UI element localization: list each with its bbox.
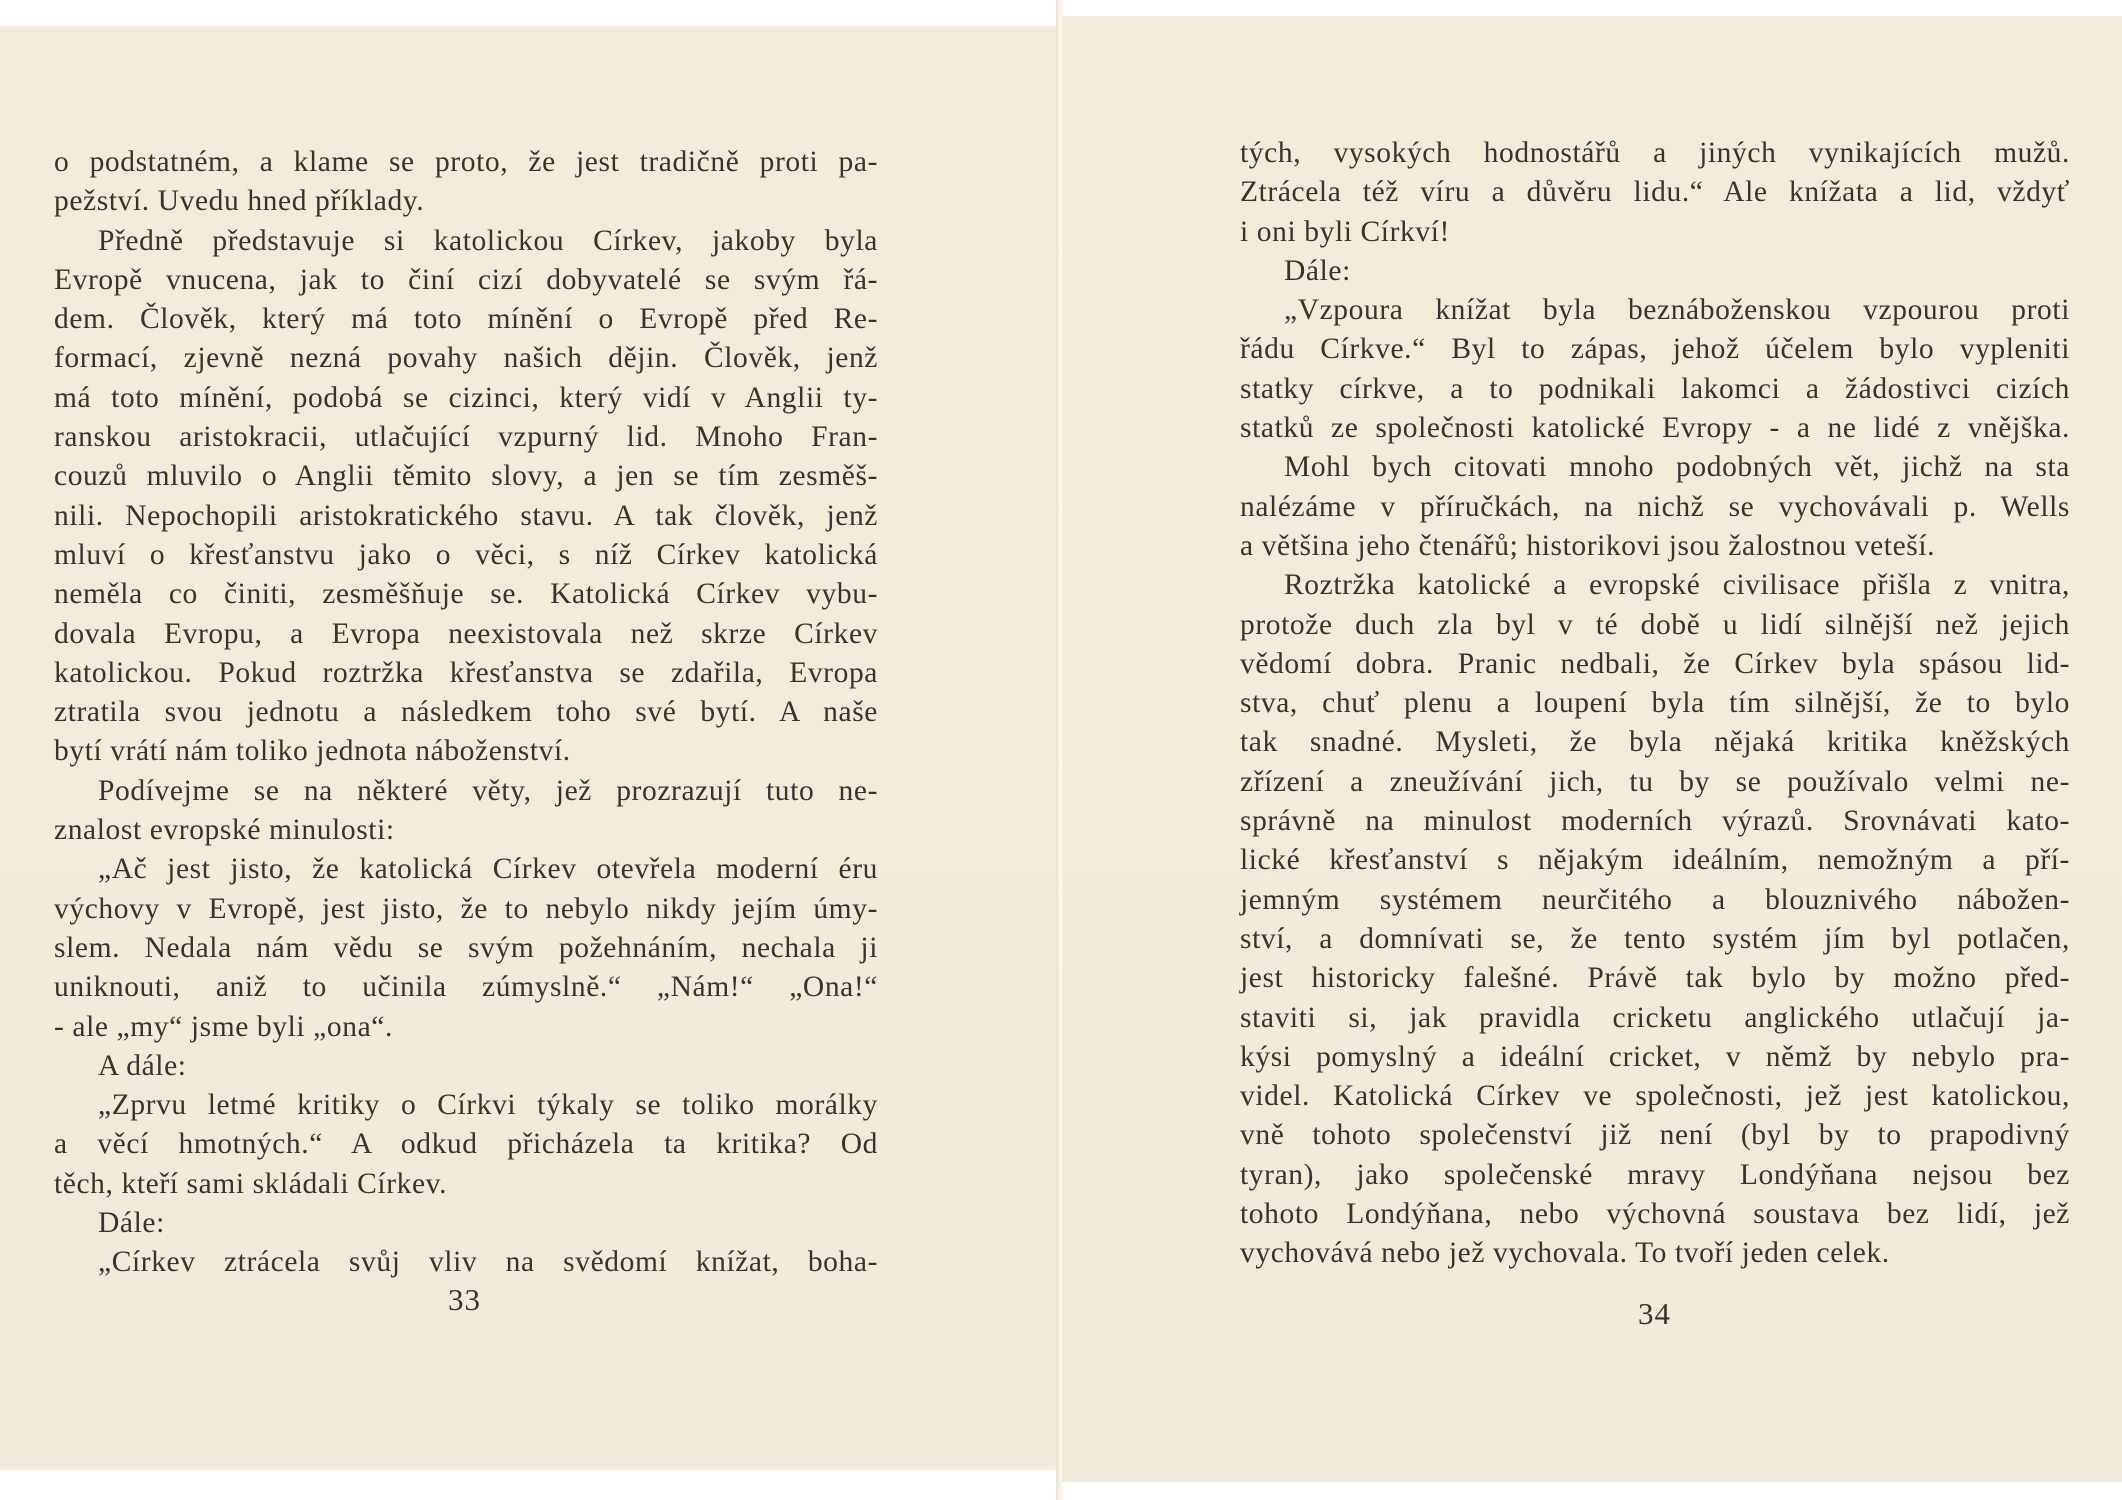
right-line-12: Roztržka katolické a evropské civilisace přišla z vnitra, <box>1284 569 2070 602</box>
right-line-11: a většina jeho čtenářů; historikovi jsou žalostnou veteší. <box>1240 529 1936 562</box>
left-line-28: Dále: <box>98 1207 165 1240</box>
left-line-8: ranskou aristokracii, utlačující vzpurný lid. Mnoho Fran- <box>54 421 878 454</box>
left-line-25: „Zprvu letmé kritiky o Církvi týkaly se toliko morálky <box>98 1089 878 1122</box>
left-line-27: těch, kteří sami skládali Církev. <box>54 1167 448 1200</box>
page-number-left: 33 <box>448 1282 481 1317</box>
right-line-10: nalézáme v příručkách, na nichž se vychovávali p. Wells <box>1240 490 2070 523</box>
right-line-25: videl. Katolická Církev ve společnosti, jež jest katolickou, <box>1240 1080 2070 1113</box>
left-page-body <box>54 143 878 1283</box>
page-number-right: 34 <box>1638 1296 1671 1331</box>
right-line-23: staviti si, jak pravidla cricketu anglického utlačují ja- <box>1240 1001 2070 1034</box>
right-line-14: vědomí dobra. Pranic nedbali, že Církev byla spásou lid- <box>1240 647 2070 680</box>
left-line-1: o podstatném, a klame se proto, že jest tradičně proti pa- <box>54 146 878 178</box>
left-line-3: Předně představuje si katolickou Církev, jakoby byla <box>98 224 878 257</box>
right-line-20: jemným systémem neurčitého a blouznivého nábožen- <box>1240 883 2070 916</box>
left-line-4: Evropě vnucena, jak to činí cizí dobyvatelé se svým řá- <box>54 263 878 296</box>
right-line-27: tyran), jako společenské mravy Londýňana nejsou bez <box>1240 1158 2070 1191</box>
right-line-26: vně tohoto společenství již není (byl by to prapodivný <box>1240 1119 2070 1152</box>
left-line-26: a věcí hmotných.“ A odkud přicházela ta kritika? Od <box>54 1128 878 1161</box>
left-line-11: mluví o křesťanstvu jako o věci, s níž Církev katolická <box>54 538 878 571</box>
left-line-6: formací, zjevně nezná povahy našich dějin. Člověk, jenž <box>54 342 878 375</box>
right-line-28: tohoto Londýňana, nebo výchovná soustava bez lidí, jež <box>1240 1198 2070 1231</box>
left-line-22: uniknouti, aniž to učinila zúmyslně.“ „Nám!“ „Ona!“ <box>54 971 878 1004</box>
right-line-7: statky církve, a to podnikali lakomci a žádostivci cizích <box>1240 372 2070 405</box>
left-line-13: dovala Evropu, a Evropa neexistovala než skrze Církev <box>54 617 878 650</box>
left-line-21: slem. Nedala nám vědu se svým požehnáním, nechala ji <box>54 931 878 964</box>
left-line-15: ztratila svou jednotu a následkem toho své bytí. A naše <box>54 696 878 729</box>
left-line-10: nili. Nepochopili aristokratického stavu. A tak člověk, jenž <box>54 499 878 532</box>
left-line-29: „Církev ztrácela svůj vliv na svědomí knížat, boha- <box>98 1246 878 1279</box>
left-line-20: výchovy v Evropě, jest jisto, že to nebylo nikdy jejím úmy- <box>54 892 878 925</box>
left-line-5: dem. Člověk, který má toto mínění o Evropě před Re- <box>54 303 878 336</box>
right-line-8: statků ze společnosti katolické Evropy - a ne lidé z vnějška. <box>1240 412 2070 445</box>
right-line-18: správně na minulost moderních výrazů. Srovnávati kato- <box>1240 805 2070 838</box>
left-line-19: „Ač jest jisto, že katolická Církev otevřela moderní éru <box>98 853 878 886</box>
right-line-13: protože duch zla byl v té době u lidí silnější než jejich <box>1240 608 2070 641</box>
right-line-24: kýsi pomyslný a ideální cricket, v němž by nebylo pra- <box>1240 1040 2070 1073</box>
right-line-16: tak snadné. Mysleti, že byla nějaká kritika kněžských <box>1240 726 2070 759</box>
right-line-5: „Vzpoura knížat byla beznáboženskou vzpourou proti <box>1284 294 2070 327</box>
right-line-6: řádu Církve.“ Byl to zápas, jehož účelem bylo vypleniti <box>1240 333 2070 366</box>
right-line-1: tých, vysokých hodnostářů a jiných vynikajících mužů. <box>1240 137 2070 169</box>
left-line-24: A dále: <box>98 1049 187 1082</box>
left-page <box>0 0 1060 1500</box>
right-line-4: Dále: <box>1284 254 1351 287</box>
left-line-9: couzů mluvilo o Anglii těmito slovy, a jen se tím zesměš- <box>54 460 878 493</box>
left-line-12: neměla co činiti, zesměšňuje se. Katolická Církev vybu- <box>54 578 878 611</box>
right-line-9: Mohl bych citovati mnoho podobných vět, jichž na sta <box>1284 451 2070 484</box>
left-line-7: má toto mínění, podobá se cizinci, který vidí v Anglii ty- <box>54 381 878 414</box>
right-line-2: Ztrácela též víru a důvěru lidu.“ Ale knížata a lid, vždyť <box>1240 176 2070 209</box>
left-line-2: pežství. Uvedu hned příklady. <box>54 185 425 218</box>
right-line-17: zřízení a zneužívání jich, tu by se používalo velmi ne- <box>1240 765 2070 798</box>
left-line-16: bytí vrátí nám toliko jednota náboženství. <box>54 735 571 768</box>
right-line-29: vychovává nebo jež vychovala. To tvoří jeden celek. <box>1240 1237 1890 1270</box>
left-line-17: Podívejme se na některé věty, jež prozrazují tuto ne- <box>98 774 878 807</box>
right-line-22: jest historicky falešné. Právě tak bylo by možno před- <box>1240 962 2070 995</box>
right-page-body <box>1240 134 2070 1274</box>
right-line-15: stva, chuť plenu a loupení byla tím silnější, že to bylo <box>1240 687 2070 720</box>
right-line-3: i oni byli Církví! <box>1240 215 1450 248</box>
left-line-23: - ale „my“ jsme byli „ona“. <box>54 1010 393 1043</box>
right-line-19: lické křesťanství s nějakým ideálním, nemožným a pří- <box>1240 844 2070 877</box>
left-line-14: katolickou. Pokud roztržka křesťanstva se zdařila, Evropa <box>54 656 878 689</box>
right-line-21: ství, a domnívati se, že tento systém jím byl potlačen, <box>1240 922 2070 955</box>
left-line-18: znalost evropské minulosti: <box>54 814 395 847</box>
